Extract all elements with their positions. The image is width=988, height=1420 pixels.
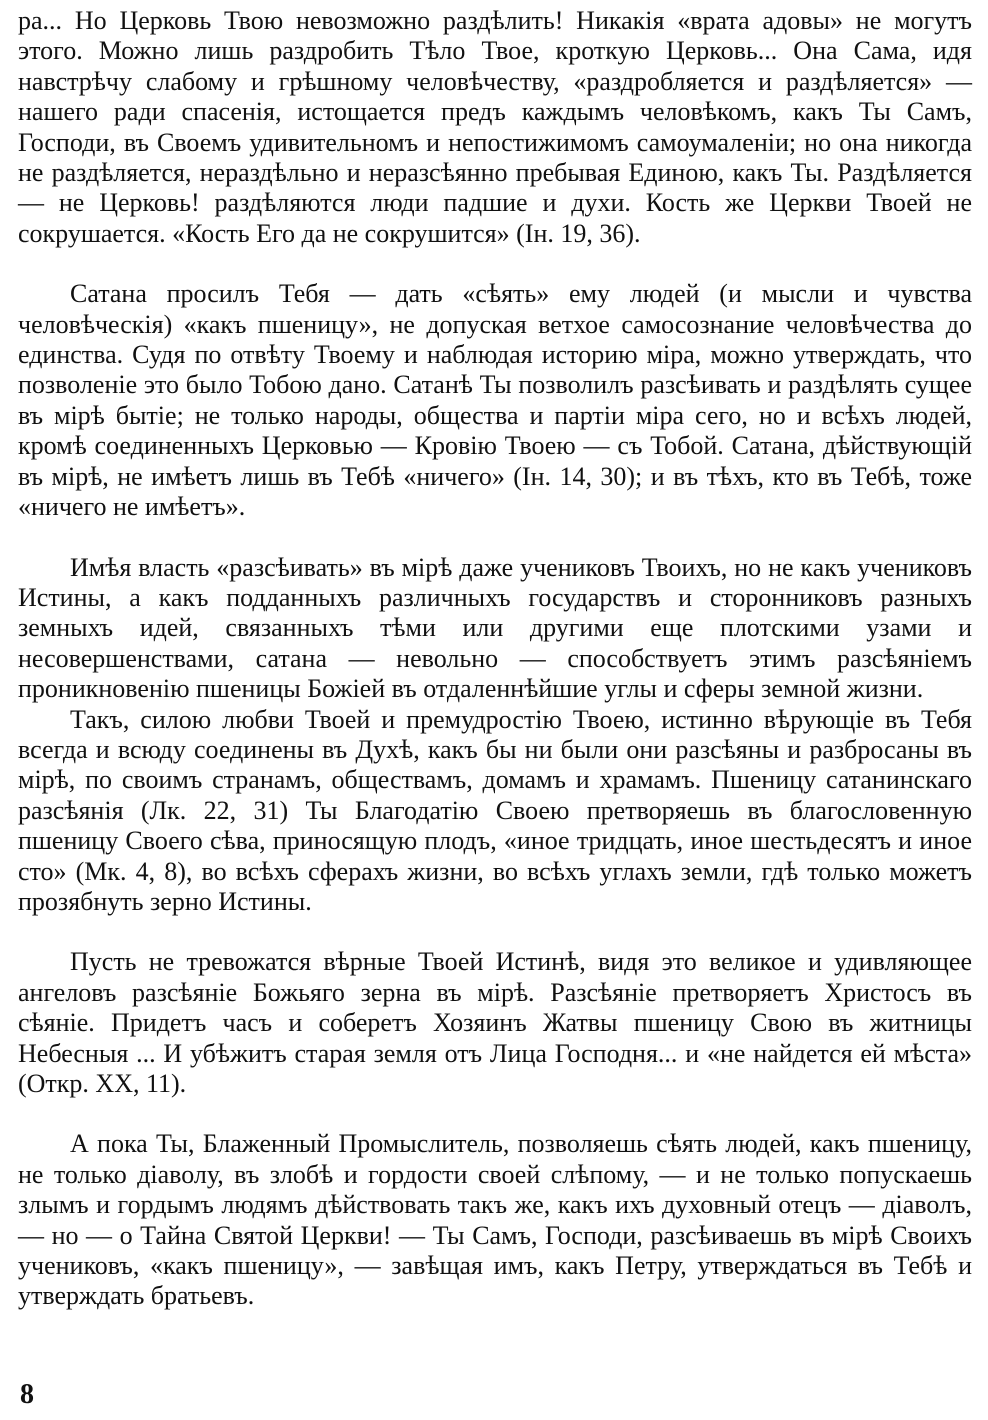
paragraph-true-believers: Такъ, силою любви Твоей и премудростію Твоею, истинно вѣрующіе въ Тебя всегда и всюду соединены въ Духѣ, какъ бы ни были они разсѣяны и разбросаны въ мірѣ, по своимъ странамъ, обществамъ, домамъ и храмамъ. Пшеницу сатанинскаго разсѣянія (Лк. 22, 31) Ты Благодатію Своею претворяешь въ благословенную пшеницу Своего сѣва, приносящую плодъ, «иное тридцать, иное шестьдесятъ и иное сто» (Мк. 4, 8), во всѣхъ сферахъ жизни, во всѣхъ углахъ земли, гдѣ только можетъ прозябнуть зерно Истины. [18,704,972,916]
paragraph-satan-sowing: Сатана просилъ Тебя — дать «сѣять» ему людей (и мысли и чувства человѣческія) «какъ пшеницу», не допуская ветхое самосознание человѣчества до единства. Судя по отвѣту Твоему и наблюдая историю міра, можно утверждать, что позволеніе это было Тобою дано. Сатанѣ Ты позволилъ разсѣивать и раздѣлять сущее въ мірѣ бытіе; не только народы, общества и партіи міра сего, но и всѣхъ людей, кромѣ соединенныхъ Церковью — Кровію Твоею — съ Тобой. Сатана, дѣйствующій въ мірѣ, не имѣетъ лишь въ Тебѣ «ничего» (Ін. 14, 30); и въ тѣхъ, кто въ Тебѣ, тоже «ничего не имѣетъ». [18,279,972,522]
paragraph-blessed-providence: А пока Ты, Блаженный Промыслитель, позволяешь сѣять людей, какъ пшеницу, не только діаволу, въ злобѣ и гордости своей слѣпому, — и не только попускаешь злымъ и гордымъ людямъ дѣйствовать такъ же, какъ ихъ духовный отецъ — діаволъ, — но — о Тайна Святой Церкви! — Ты Самъ, Господи, разсѣиваешь въ мірѣ Своихъ учениковъ, «какъ пшеницу», — завѣщая имъ, какъ Петру, утверждаться въ Тебѣ и утверждать братьевъ. [18,1129,972,1311]
paragraph-continuation: ра... Но Церковь Твою невозможно раздѣлить! Никакія «врата адовы» не могутъ этого. Можно лишь раздробить Тѣло Твое, кроткую Церковь... Она Сама, идя навстрѣчу слабому и грѣшному человѣчеству, «раздробляется и раздѣляется» — нашего ради спасенія, истощается предъ каждымъ человѣкомъ, какъ Ты Самъ, Господи, въ Своемъ удивительномъ и непостижимомъ самоумаленіи; но она никогда не раздѣляется, нераздѣльно и неразсѣянно пребывая Единою, какъ Ты. Раздѣляется — не Церковь! раздѣляются люди падшие и духи. Кость же Церкви Твоей не сокрушается. «Кость Его да не сокрушится» (Ін. 19, 36). [18,6,972,248]
paragraph-harvest: Пусть не тревожатся вѣрные Твоей Истинѣ, видя это великое и удивляющее ангеловъ разсѣяніе Божьяго зерна въ мірѣ. Разсѣяніе претворяетъ Христосъ въ сѣяніе. Придетъ часъ и соберетъ Хозяинъ Жатвы пшеницу Свою въ житницы Небесныя ... И убѣжитъ старая земля отъ Лица Господня... и «не найдется ей мѣста» (Откр. XX, 11). [18,947,972,1098]
paragraph-scattering-disciples: Имѣя власть «разсѣивать» въ мірѣ даже учениковъ Твоихъ, но не какъ учениковъ Истины, а какъ подданныхъ различныхъ государствъ и сторонниковъ разныхъ земныхъ идей, связанныхъ тѣми или другими еще плотскими узами и несовершенствами, сатана — невольно — способствуетъ этимъ разсѣяніемъ проникновенію пшеницы Божіей въ отдаленнѣйшие углы и сферы земной жизни. [18,552,972,704]
page-number: 8 [20,1379,34,1410]
